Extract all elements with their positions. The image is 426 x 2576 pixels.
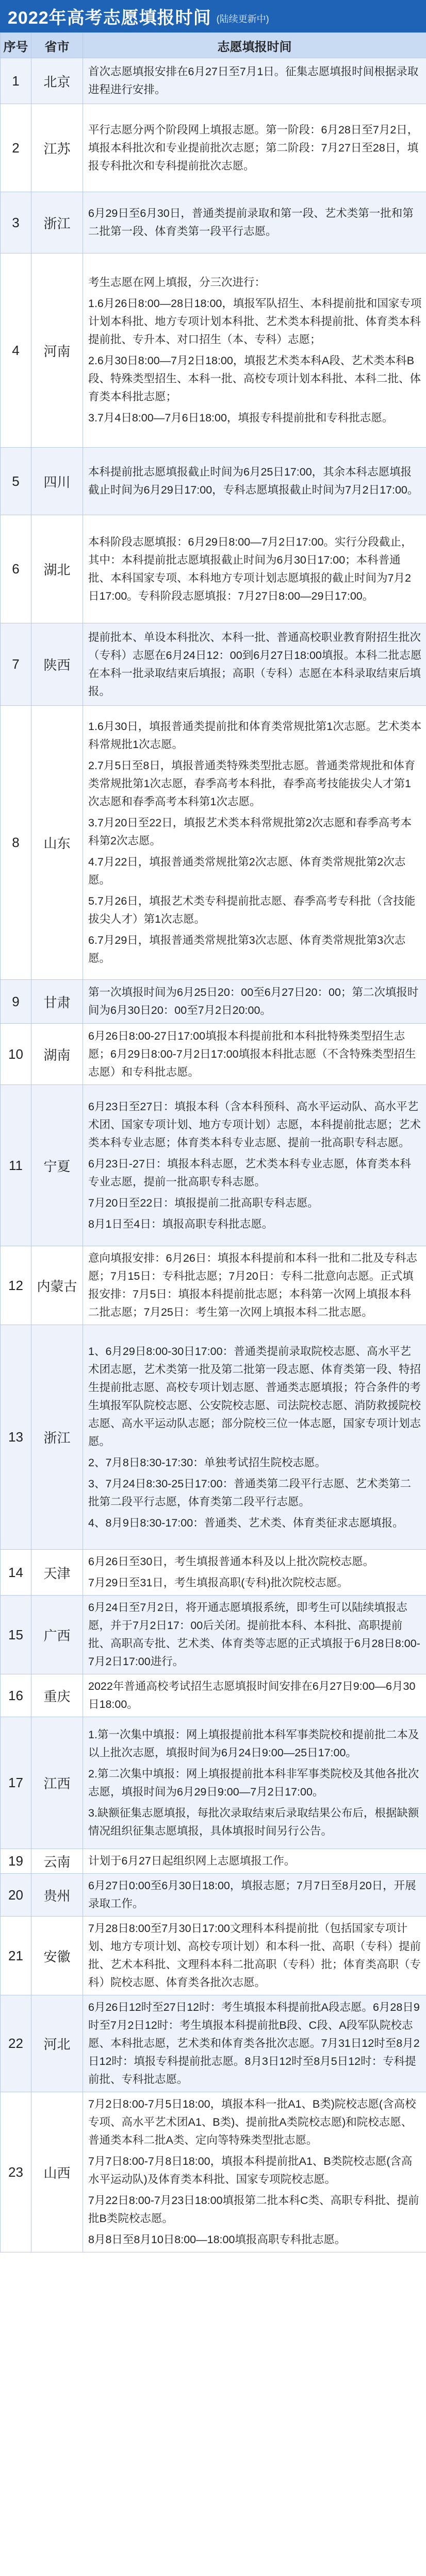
row-schedule — [83, 1246, 426, 1325]
row-number: 15 — [1, 1596, 31, 1674]
row-province: 内蒙古 — [31, 1246, 83, 1325]
schedule-paragraph: 考生志愿在网上填报，分三次进行： — [88, 276, 266, 289]
row-number: 21 — [1, 1917, 31, 1995]
col-header-number: 序号 — [1, 33, 31, 58]
row-province: 江苏 — [31, 104, 83, 192]
table-row — [1, 1024, 426, 1085]
schedule-paragraph: 本科提前批志愿填报截止时间为6月25日17:00，其余本科志愿填报截止时间为6月29日17:00，专科志愿填报截止时间为7月2日17:00。 — [88, 466, 419, 496]
schedule-paragraph: 6.7月29日，填报普通类常规批第3次志愿、体育类常规批第3次志愿。 — [88, 934, 406, 964]
table-row — [1, 192, 426, 253]
schedule-paragraph: 4.7月22日，填报普通类常规批第2次志愿、体育类常规批第2次志愿。 — [88, 856, 406, 886]
schedule-paragraph: 8月1日至4日：填报高职专科批志愿。 — [88, 1217, 273, 1230]
schedule-paragraph: 首次志愿填报安排在6月27日至7月1日。征集志愿填报时间根据录取进程进行安排。 — [88, 65, 419, 96]
schedule-paragraph: 第一次填报时间为6月25日20：00至6月27日20：00；第二次填报时间为6月30日20：00至7月2日20:00。 — [88, 986, 419, 1016]
row-number: 19 — [1, 1849, 31, 1874]
schedule-paragraph: 6月26日8:00-27日17:00填报本科提前批和本科批特殊类型招生志愿；6月29日8:00-7月2日17:00填报本科批志愿（不含特殊类型招生志愿）和专科批志愿。 — [88, 1029, 416, 1078]
row-number: 8 — [1, 706, 31, 980]
table-row — [1, 706, 426, 980]
row-number: 4 — [1, 253, 31, 448]
schedule-paragraph: 3、7月24日8:30-25日17:00：普通类第二段平行志愿、艺术类第二批第二段平行志愿，体育类第二段平行志愿。 — [88, 1477, 412, 1508]
row-schedule — [83, 1717, 426, 1849]
row-province: 宁夏 — [31, 1085, 83, 1246]
row-province: 山东 — [31, 706, 83, 980]
row-number: 2 — [1, 104, 31, 192]
schedule-paragraph: 提前批本、单设本科批次、本科一批、普通高校职业教育附招生批次（专科）志愿在6月24日12：00到6月27日18:00填报。本科二批志愿在本科一批录取结束后填报；高职（专科）志愿在本科录取结束后填报。 — [88, 631, 422, 698]
schedule-paragraph: 1.第一次集中填报：网上填报提前批本科军事类院校和提前批二本及以上批次志愿，填报时间为6月24日9:00—25日17:00。 — [88, 1728, 419, 1759]
row-province: 安徽 — [31, 1917, 83, 1995]
schedule-paragraph: 7月22日8:00-7月23日18:00填报第二批本科C类、高职专科批、提前批B类院校志愿。 — [88, 2194, 419, 2225]
page-title: 2022年高考志愿填报时间 — [8, 8, 211, 28]
row-schedule — [83, 192, 426, 253]
schedule-paragraph: 2022年普通高校考试招生志愿填报时间安排在6月27日9:00—6月30日18:00。 — [88, 1680, 416, 1710]
table-row — [1, 1995, 426, 2092]
table-row — [1, 58, 426, 104]
row-schedule — [83, 253, 426, 448]
schedule-paragraph: 8月8日至8月10日8:00—18:00填报高职专科批志愿。 — [88, 2233, 346, 2246]
table-row — [1, 1917, 426, 1995]
table-row — [1, 1085, 426, 1246]
row-number: 10 — [1, 1024, 31, 1085]
table-header-row — [1, 33, 426, 58]
row-number: 9 — [1, 980, 31, 1024]
row-number: 17 — [1, 1717, 31, 1849]
row-schedule — [83, 2092, 426, 2252]
row-province: 浙江 — [31, 192, 83, 253]
row-province: 四川 — [31, 448, 83, 515]
row-province: 云南 — [31, 1849, 83, 1874]
schedule-paragraph: 3.7月4日8:00—7月6日18:00，填报专科提前批和专科批志愿。 — [88, 412, 394, 424]
col-header-province: 省市 — [31, 33, 83, 58]
row-province: 湖南 — [31, 1024, 83, 1085]
row-schedule — [83, 1024, 426, 1085]
schedule-paragraph: 1.6月26日8:00—28日18:00，填报军队招生、本科提前批和国家专项计划本科批、地方专项计划本科批、艺术类本科提前批、体育类本科提前批、专升本、对口招生（本、专科）志愿； — [88, 297, 422, 346]
schedule-paragraph: 本科阶段志愿填报：6月29日8:00—7月2日17:00。实行分段截止，其中：本科提前批志愿填报截止时间为6月30日17:00；本科普通批、本科国家专项、本科地方专项计划志愿填报的截止时间为7月2日17:00。专科阶段志愿填报：7月27日8:00—29日17:00。 — [88, 535, 413, 602]
row-province: 重庆 — [31, 1674, 83, 1717]
table-row — [1, 1717, 426, 1849]
table-row — [1, 623, 426, 706]
schedule-paragraph: 6月23日至27日：填报本科（含本科预科、高水平运动队、高水平艺术团、国家专项计划、地方专项计划）志愿，本科提前批志愿；艺术类本科专业志愿；体育类本科专业志愿、提前一批高职专科志愿。 — [88, 1100, 421, 1149]
schedule-paragraph: 7月7日8:00-7月8日18:00，填报本科提前批A1、B类院校志愿(含高水平运动队)及体育类本科批、国家专项院校志愿。 — [88, 2155, 413, 2185]
row-schedule — [83, 706, 426, 980]
table-row — [1, 253, 426, 448]
row-number: 14 — [1, 1550, 31, 1596]
row-schedule — [83, 980, 426, 1024]
schedule-paragraph: 6月27日0:00至6月30日18:00，填报志愿；7月7日至8月20日，开展录取工作。 — [88, 1879, 416, 1910]
schedule-paragraph: 7月29日至31日，考生填报高职(专科)批次院校志愿。 — [88, 1577, 349, 1589]
row-schedule — [83, 1995, 426, 2092]
table-body — [1, 58, 426, 2252]
row-number: 11 — [1, 1085, 31, 1246]
schedule-paragraph: 6月29日至6月30日，普通类提前录取和第一段、艺术类第一批和第二批第一段、体育类第一段平行志愿。 — [88, 207, 414, 238]
row-schedule — [83, 1550, 426, 1596]
row-schedule — [83, 1596, 426, 1674]
row-province: 甘肃 — [31, 980, 83, 1024]
schedule-paragraph: 1、6月29日8:00-30日17:00：普通类提前录取院校志愿、高水平艺术团志愿，艺术类第一批及第二批第一段志愿、体育类第一段、特招生提前批志愿、高校专项计划志愿、普通类志愿填报；符合条件的考生填报军队院校志愿、公安院校志愿、司法院校志愿、消防救援院校志愿、高水平运动队志愿；部分院校三位一体志愿，国家专项计划志愿。 — [88, 1345, 421, 1448]
row-number: 6 — [1, 515, 31, 623]
schedule-paragraph: 2、7月8日8:30-17:30：单独考试招生院校志愿。 — [88, 1456, 326, 1469]
row-province: 河北 — [31, 1995, 83, 2092]
row-number: 20 — [1, 1874, 31, 1917]
title-bar — [0, 0, 426, 32]
table-row — [1, 2092, 426, 2252]
table-row — [1, 1674, 426, 1717]
schedule-paragraph: 意向填报安排：6月26日：填报本科提前和本科一批和二批及专科志愿；7月15日：专科批志愿；7月20日：专科二批意向志愿。正式填报安排：7月5日：填报本科提前批志愿；本科第一次网上填报本科二批志愿；7月25日：考生第一次网上填报本科二批志愿。 — [88, 1252, 417, 1318]
schedule-paragraph: 4、8月9日8:30-17:00：普通类、艺术类、体育类征求志愿填报。 — [88, 1516, 404, 1529]
table-row — [1, 104, 426, 192]
row-province: 湖北 — [31, 515, 83, 623]
row-schedule — [83, 1325, 426, 1550]
table-row — [1, 448, 426, 515]
row-number: 23 — [1, 2092, 31, 2252]
row-province: 江西 — [31, 1717, 83, 1849]
schedule-paragraph: 2.6月30日8:00—7月2日18:00，填报艺术类本科A段、艺术类本科B段、特殊类型招生、本科一批、高校专项计划本科批、本科二批、体育类本科批志愿； — [88, 354, 421, 403]
row-schedule — [83, 1085, 426, 1246]
row-number: 7 — [1, 623, 31, 706]
schedule-paragraph: 6月26日12时至27日12时：考生填报本科提前批A段志愿。6月28日9时至7月2日12时：考生填报本科提前批B段、C段、A段军队院校志愿、本科批志愿，艺术类和体育类各批次志愿。7月31日12时至8月2日12时：填报专科提前批志愿。8月3日12时至8月5日12时：专科提前批、专科批志愿。 — [88, 2001, 420, 2086]
schedule-paragraph: 7月20日至22日：填报提前二批高职专科志愿。 — [88, 1196, 319, 1209]
row-number: 5 — [1, 448, 31, 515]
row-schedule — [83, 1917, 426, 1995]
schedule-paragraph: 7月28日8:00至7月30日17:00文理科本科提前批（包括国家专项计划、地方专项计划、高校专项计划）和本科一批、高职（专科）提前批、艺术本科批、文理科本科二批高职（专科）批；体育类高职（专科）院校志愿、体育类各批次志愿。 — [88, 1922, 421, 1989]
schedule-paragraph: 平行志愿分两个阶段网上填报志愿。第一阶段：6月28日至7月2日，填报本科批次和专业提前批次志愿；第二阶段：7月27日至28日，填报专科批次和专科提前批次志愿。 — [88, 123, 419, 172]
table-row — [1, 1246, 426, 1325]
row-schedule — [83, 1849, 426, 1874]
table-row — [1, 1874, 426, 1917]
table-row — [1, 1849, 426, 1874]
schedule-table — [0, 32, 426, 2252]
row-number: 1 — [1, 58, 31, 104]
page-subtitle: (陆续更新中) — [216, 13, 269, 24]
row-province: 山西 — [31, 2092, 83, 2252]
row-number: 16 — [1, 1674, 31, 1717]
col-header-schedule: 志愿填报时间 — [83, 33, 426, 58]
schedule-paragraph: 7月2日8:00-7月5日18:00，填报本科一批A1、B类)院校志愿(含高校专项、高水平艺术团A1、B类)、提前批A类院校志愿)和院校志愿、普通类本科二批A类、定向等特殊类型批志愿。 — [88, 2098, 416, 2146]
schedule-paragraph: 6月26日至30日，考生填报普通本科及以上批次院校志愿。 — [88, 1555, 374, 1568]
table-row — [1, 515, 426, 623]
row-province: 浙江 — [31, 1325, 83, 1550]
row-province: 贵州 — [31, 1874, 83, 1917]
table-row — [1, 980, 426, 1024]
row-schedule — [83, 623, 426, 706]
schedule-paragraph: 3.7月20日至22日，填报艺术类本科常规批第2次志愿和春季高考本科第2次志愿。 — [88, 817, 412, 847]
schedule-paragraph: 1.6月30日，填报普通类提前批和体育类常规批第1次志愿。艺术类本科常规批1次志愿。 — [88, 720, 422, 751]
schedule-paragraph: 2.第二次集中填报：网上填报提前批本科非军事类院校及其他各批次志愿，填报时间为6月29日9:00—7月2日17:00。 — [88, 1767, 419, 1798]
row-province: 北京 — [31, 58, 83, 104]
row-province: 陕西 — [31, 623, 83, 706]
schedule-paragraph: 2.7月5日至8日，填报普通类特殊类型批志愿。普通类常规批和体育类常规批第1次志愿，春季高考本科批，春季高考技能拔尖人才第1次志愿和春季高考本科第1次志愿。 — [88, 759, 416, 808]
row-number: 12 — [1, 1246, 31, 1325]
row-schedule — [83, 104, 426, 192]
schedule-paragraph: 5.7月26日，填报艺术类专科提前批志愿、春季高考专科批（含技能拔尖人才）第1次志愿。 — [88, 895, 416, 925]
row-province: 广西 — [31, 1596, 83, 1674]
row-province: 河南 — [31, 253, 83, 448]
row-province: 天津 — [31, 1550, 83, 1596]
row-number: 13 — [1, 1325, 31, 1550]
schedule-paragraph: 6月23日-27日：填报本科志愿，艺术类本科专业志愿，体育类本科专业志愿，提前一批高职专科志愿。 — [88, 1157, 411, 1188]
schedule-paragraph: 6月24日至7月2日，将开通志愿填报系统，即考生可以陆续填报志愿，并于7月2日17：00后关闭。提前批本科、本科批、高职提前批、高职高专批、艺术类、体育类等志愿的正式填报于6月28日8:00-7月2日17:00进行。 — [88, 1601, 420, 1668]
row-schedule — [83, 1674, 426, 1717]
row-schedule — [83, 448, 426, 515]
row-schedule — [83, 58, 426, 104]
table-row — [1, 1596, 426, 1674]
row-schedule — [83, 515, 426, 623]
schedule-paragraph: 计划于6月27日起组织网上志愿填报工作。 — [88, 1855, 296, 1867]
table-row — [1, 1325, 426, 1550]
table-row — [1, 1550, 426, 1596]
row-number: 3 — [1, 192, 31, 253]
schedule-paragraph: 3.缺额征集志愿填报，每批次录取结束后录取结果公布后，根据缺额情况组织征集志愿填报，具体填报时间另行公告。 — [88, 1806, 419, 1837]
row-number: 22 — [1, 1995, 31, 2092]
row-schedule — [83, 1874, 426, 1917]
